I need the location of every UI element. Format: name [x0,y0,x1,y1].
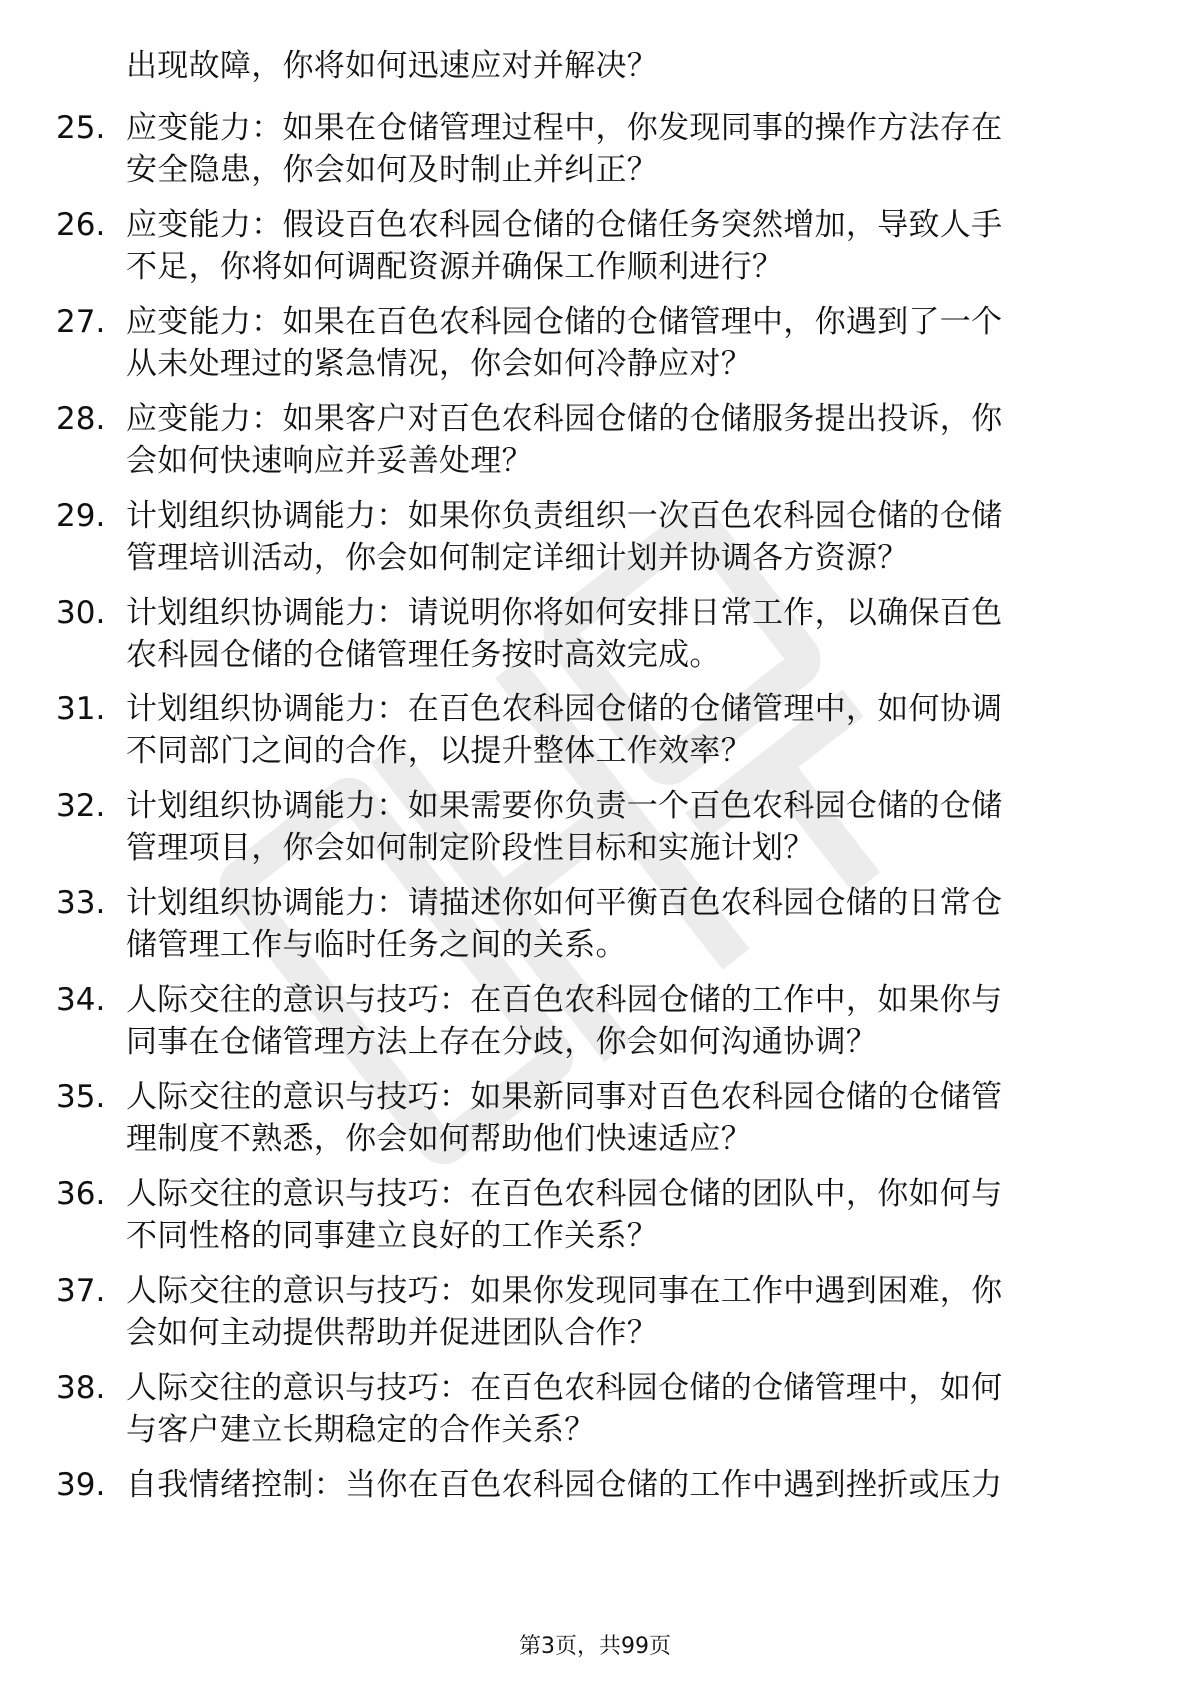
question-text-line-2: 储管理工作与临时任务之间的关系。 [126,927,627,963]
question-number: 27. [56,304,106,340]
question-text-line-2: 安全隐患，你会如何及时制止并纠正？ [126,152,659,188]
question-text-line-2: 同事在仓储管理方法上存在分歧，你会如何沟通协调？ [126,1024,878,1060]
question-text-line-1: 应变能力：如果在百色农科园仓储的仓储管理中，你遇到了一个 [126,304,1003,340]
question-number: 31. [56,691,106,727]
question-text-line-2: 从未处理过的紧急情况，你会如何冷静应对？ [126,346,752,382]
question-number: 25. [56,110,106,146]
question-text-line-2: 管理项目，你会如何制定阶段性目标和实施计划？ [126,830,815,866]
question-number: 29. [56,498,106,534]
question-text-line-1: 计划组织协调能力：如果需要你负责一个百色农科园仓储的仓储 [126,788,1003,824]
question-number: 37. [56,1273,106,1309]
question-text-line-1: 人际交往的意识与技巧：如果你发现同事在工作中遇到困难，你 [126,1273,1003,1309]
question-text-line-1: 计划组织协调能力：请说明你将如何安排日常工作，以确保百色 [126,595,1003,631]
question-text-line-2: 与客户建立长期稳定的合作关系？ [126,1412,596,1448]
question-text-line-1: 应变能力：如果在仓储管理过程中，你发现同事的操作方法存在 [126,110,1003,146]
question-text-line-1: 自我情绪控制：当你在百色农科园仓储的工作中遇到挫折或压力 [126,1467,1003,1503]
continuation-text: 出现故障，你将如何迅速应对并解决？ [126,48,659,84]
question-text-line-2: 不同性格的同事建立良好的工作关系？ [126,1218,659,1254]
question-text-line-2: 不足，你将如何调配资源并确保工作顺利进行？ [126,249,784,285]
question-text-line-2: 会如何快速响应并妥善处理？ [126,443,533,479]
question-text-line-1: 人际交往的意识与技巧：如果新同事对百色农科园仓储的仓储管 [126,1079,1003,1115]
question-number: 26. [56,207,106,243]
question-text-line-1: 人际交往的意识与技巧：在百色农科园仓储的仓储管理中，如何 [126,1370,1003,1406]
question-text-line-1: 人际交往的意识与技巧：在百色农科园仓储的团队中，你如何与 [126,1176,1003,1212]
question-number: 38. [56,1370,106,1406]
question-number: 34. [56,982,106,1018]
question-number: 32. [56,788,106,824]
question-text-line-1: 计划组织协调能力：请描述你如何平衡百色农科园仓储的日常仓 [126,885,1003,921]
page-footer: 第3页，共99页 [519,1634,671,1659]
question-text-line-1: 应变能力：如果客户对百色农科园仓储的仓储服务提出投诉，你 [126,401,1003,437]
question-text-line-1: 人际交往的意识与技巧：在百色农科园仓储的工作中，如果你与 [126,982,1003,1018]
question-text-line-2: 理制度不熟悉，你会如何帮助他们快速适应？ [126,1121,752,1157]
question-text-line-2: 农科园仓储的仓储管理任务按时高效完成。 [126,637,721,673]
question-text-line-2: 会如何主动提供帮助并促进团队合作？ [126,1315,659,1351]
question-text-line-2: 管理培训活动，你会如何制定详细计划并协调各方资源？ [126,540,909,576]
question-number: 30. [56,595,106,631]
question-text-line-2: 不同部门之间的合作，以提升整体工作效率？ [126,733,752,769]
question-text-line-1: 计划组织协调能力：在百色农科园仓储的仓储管理中，如何协调 [126,691,1003,727]
question-number: 39. [56,1467,106,1503]
question-text-line-1: 计划组织协调能力：如果你负责组织一次百色农科园仓储的仓储 [126,498,1003,534]
question-text-line-1: 应变能力：假设百色农科园仓储的仓储任务突然增加，导致人手 [126,207,1003,243]
question-number: 35. [56,1079,106,1115]
question-number: 36. [56,1176,106,1212]
question-number: 33. [56,885,106,921]
question-number: 28. [56,401,106,437]
